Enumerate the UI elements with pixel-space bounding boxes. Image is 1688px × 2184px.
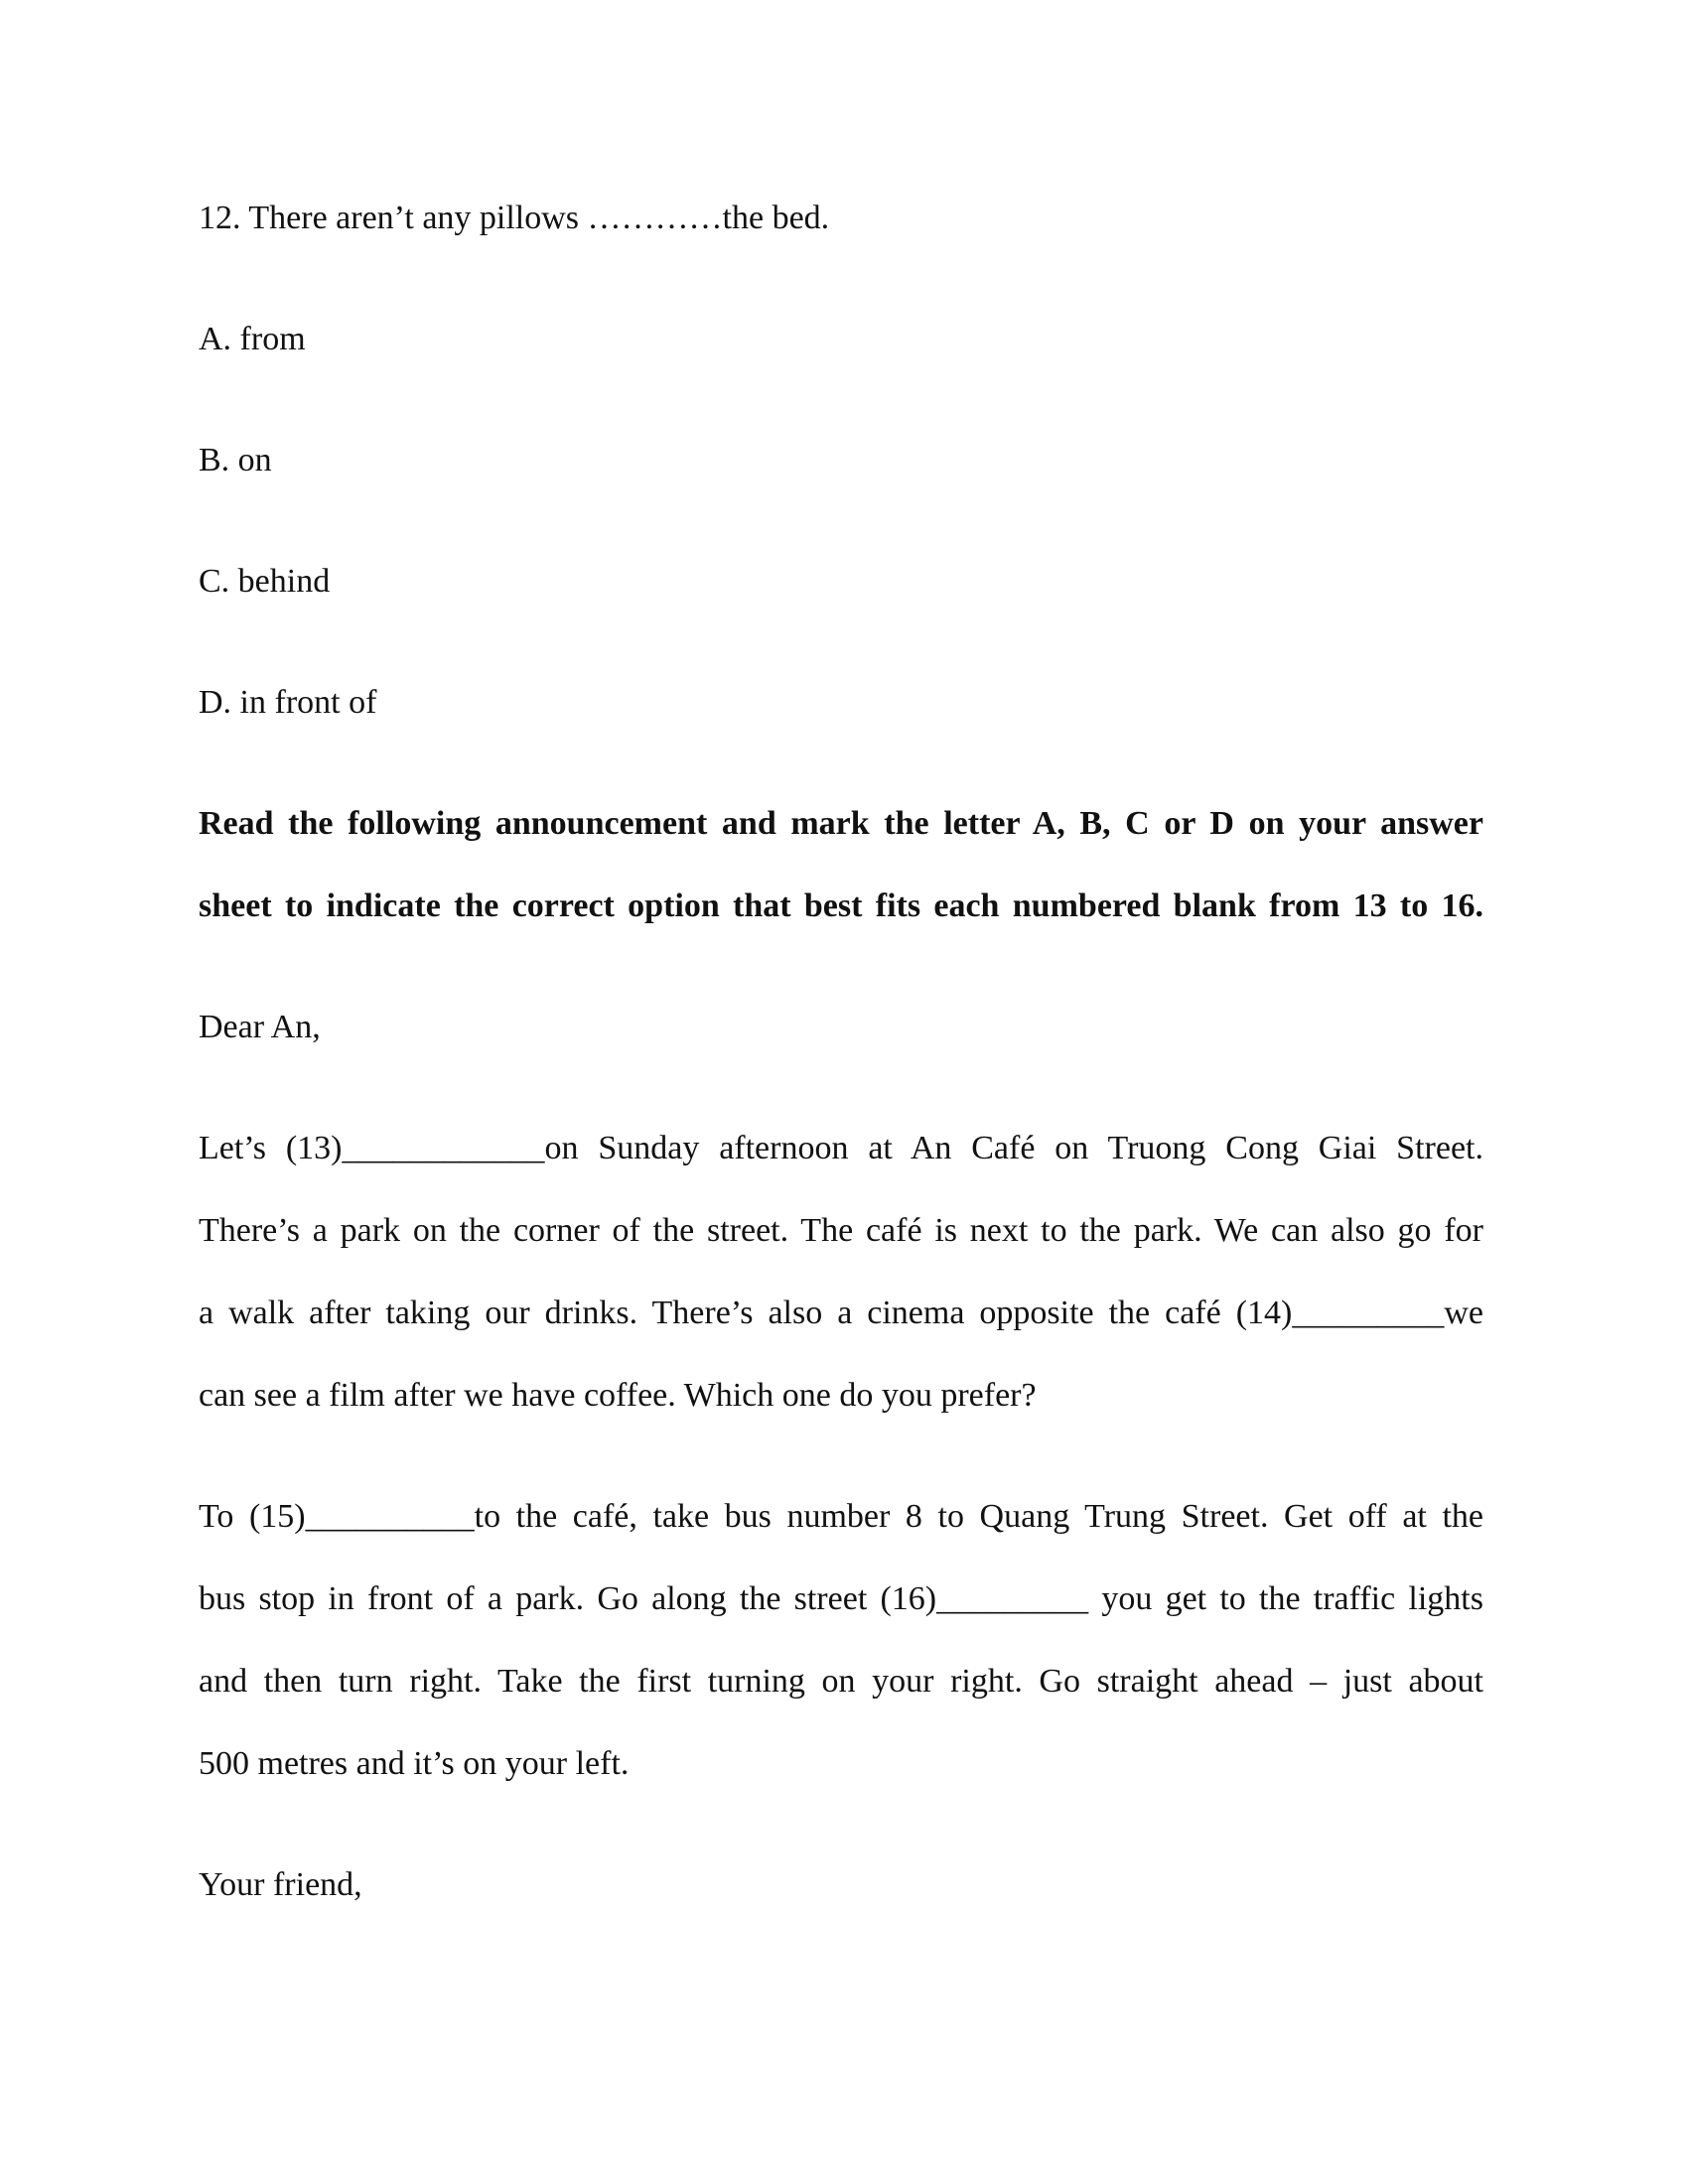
instruction-line-1: Read the following announcement and mark the letter A, B, C or D on your answer bbox=[199, 805, 1483, 842]
paragraph1-line-1: Let’s (13)____________on Sunday afternoon at An Café on Truong Cong Giai Street. bbox=[199, 1130, 1483, 1166]
instruction-line-2: sheet to indicate the correct option that best fits each numbered blank from 13 to 16. bbox=[199, 887, 1483, 924]
paragraph2-line-3: and then turn right. Take the first turning on your right. Go straight ahead – just about bbox=[199, 1663, 1483, 1700]
paragraph1-line-4: can see a film after we have coffee. Which one do you prefer? bbox=[199, 1377, 1037, 1414]
option-a: A. from bbox=[199, 321, 306, 357]
letter-closing: Your friend, bbox=[199, 1866, 362, 1903]
option-d: D. in front of bbox=[199, 684, 377, 721]
option-c: C. behind bbox=[199, 563, 331, 600]
option-b: B. on bbox=[199, 442, 272, 478]
paragraph1-line-2: There’s a park on the corner of the street. The café is next to the park. We can also go for bbox=[199, 1212, 1483, 1249]
letter-greeting: Dear An, bbox=[199, 1009, 321, 1045]
question-stem: 12. There aren’t any pillows …………the bed. bbox=[199, 200, 830, 236]
paragraph2-line-1: To (15)__________to the café, take bus number 8 to Quang Trung Street. Get off at the bbox=[199, 1498, 1483, 1535]
paragraph2-line-4: 500 metres and it’s on your left. bbox=[199, 1745, 630, 1782]
document-page bbox=[199, 0, 1483, 2184]
paragraph1-line-3: a walk after taking our drinks. There’s also a cinema opposite the café (14)_________we bbox=[199, 1295, 1483, 1331]
paragraph2-line-2: bus stop in front of a park. Go along the street (16)_________ you get to the traffic lights bbox=[199, 1580, 1483, 1617]
